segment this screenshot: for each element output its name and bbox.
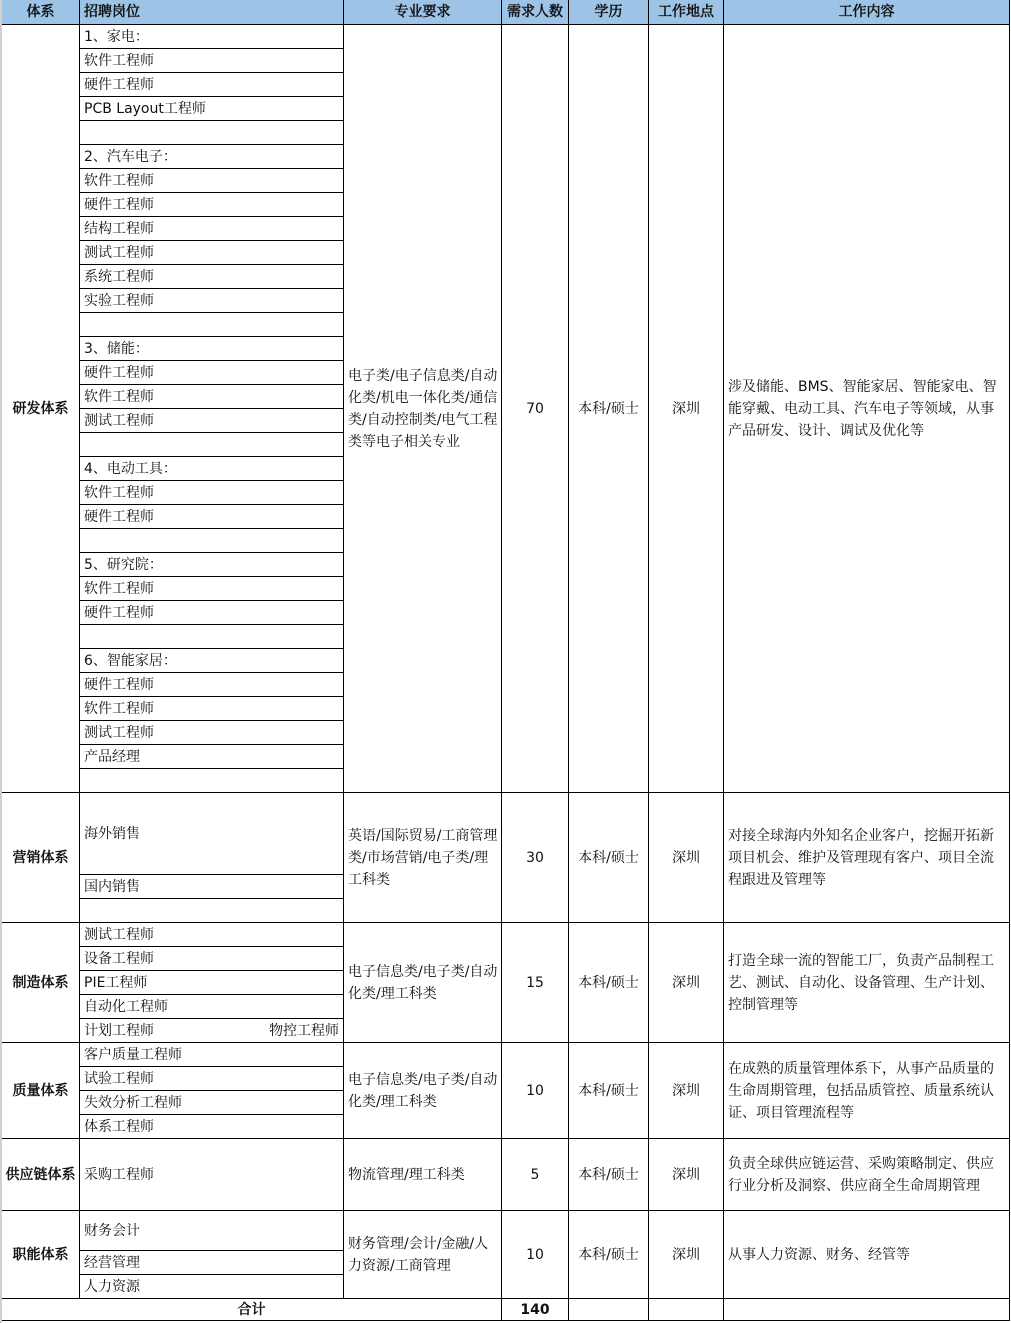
position-cell-empty xyxy=(80,769,344,793)
supply-chain-content: 负责全球供应链运营、采购策略制定、供应行业分析及洞察、供应商全生命周期管理 xyxy=(724,1139,1010,1211)
position-cell: 软件工程师 xyxy=(80,481,344,505)
position-cell-split xyxy=(80,1019,344,1043)
position-group-heading: 5、研究院： xyxy=(80,553,344,577)
position-cell: 软件工程师 xyxy=(80,169,344,193)
total-degree-empty xyxy=(569,1299,649,1321)
position-cell: 硬件工程师 xyxy=(80,193,344,217)
position-cell: 自动化工程师 xyxy=(80,995,344,1019)
position-cell: 硬件工程师 xyxy=(80,505,344,529)
manufacturing-degree: 本科/硕士 xyxy=(569,923,649,1043)
header-major: 专业要求 xyxy=(344,0,502,25)
position-cell: PCB Layout工程师 xyxy=(80,97,344,121)
quality-count: 10 xyxy=(502,1043,569,1139)
position-cell-empty xyxy=(80,899,344,923)
functions-degree: 本科/硕士 xyxy=(569,1211,649,1299)
position-cell: 客户质量工程师 xyxy=(80,1043,344,1067)
quality-major: 电子信息类/电子类/自动化类/理工科类 xyxy=(344,1043,502,1139)
system-functions: 职能体系 xyxy=(2,1211,80,1299)
supply-chain-location: 深圳 xyxy=(649,1139,724,1211)
position-cell: 软件工程师 xyxy=(80,697,344,721)
header-count: 需求人数 xyxy=(502,0,569,25)
position-cell: 设备工程师 xyxy=(80,947,344,971)
position-cell: 测试工程师 xyxy=(80,409,344,433)
marketing-location: 深圳 xyxy=(649,793,724,923)
header-position: 招聘岗位 xyxy=(80,0,344,25)
total-label: 合计 xyxy=(2,1299,502,1321)
position-cell: PIE工程师 xyxy=(80,971,344,995)
position-cell-empty xyxy=(80,625,344,649)
position-cell: 结构工程师 xyxy=(80,217,344,241)
position-cell: 系统工程师 xyxy=(80,265,344,289)
rd-degree: 本科/硕士 xyxy=(569,25,649,793)
header-content: 工作内容 xyxy=(724,0,1010,25)
quality-location: 深圳 xyxy=(649,1043,724,1139)
system-supply-chain: 供应链体系 xyxy=(2,1139,80,1211)
rd-count: 70 xyxy=(502,25,569,793)
functions-count: 10 xyxy=(502,1211,569,1299)
position-cell: 人力资源 xyxy=(80,1275,344,1299)
system-quality: 质量体系 xyxy=(2,1043,80,1139)
quality-content: 在成熟的质量管理体系下，从事产品质量的生命周期管理，包括品质管控、质量系统认证、项目管理流程等 xyxy=(724,1043,1010,1139)
position-cell: 国内销售 xyxy=(80,875,344,899)
marketing-major: 英语/国际贸易/工商管理类/市场营销/电子类/理工科类 xyxy=(344,793,502,923)
manufacturing-count: 15 xyxy=(502,923,569,1043)
position-cell: 硬件工程师 xyxy=(80,673,344,697)
position-cell: 硬件工程师 xyxy=(80,361,344,385)
rd-location: 深圳 xyxy=(649,25,724,793)
position-group-heading: 1、家电： xyxy=(80,25,344,49)
position-cell: 采购工程师 xyxy=(80,1139,344,1211)
position-cell: 实验工程师 xyxy=(80,289,344,313)
total-location-empty xyxy=(649,1299,724,1321)
position-cell: 测试工程师 xyxy=(80,923,344,947)
position-cell: 海外销售 xyxy=(80,793,344,875)
position-cell-empty xyxy=(80,313,344,337)
system-rd: 研发体系 xyxy=(2,25,80,793)
position-cell-empty xyxy=(80,529,344,553)
position-group-heading: 3、储能： xyxy=(80,337,344,361)
marketing-degree: 本科/硕士 xyxy=(569,793,649,923)
manufacturing-content: 打造全球一流的智能工厂，负责产品制程工艺、测试、自动化、设备管理、生产计划、控制管理等 xyxy=(724,923,1010,1043)
position-cell: 软件工程师 xyxy=(80,577,344,601)
position-cell: 体系工程师 xyxy=(80,1115,344,1139)
header-degree: 学历 xyxy=(569,0,649,25)
position-cell: 测试工程师 xyxy=(80,241,344,265)
position-cell: 试验工程师 xyxy=(80,1067,344,1091)
rd-content: 涉及储能、BMS、智能家居、智能家电、智能穿戴、电动工具、汽车电子等领域，从事产品研发、设计、调试及优化等 xyxy=(724,25,1010,793)
position-plan-engineer: 计划工程师 xyxy=(84,1022,154,1039)
position-cell-empty xyxy=(80,121,344,145)
position-cell: 经营管理 xyxy=(80,1251,344,1275)
quality-degree: 本科/硕士 xyxy=(569,1043,649,1139)
position-cell: 硬件工程师 xyxy=(80,73,344,97)
position-cell: 软件工程师 xyxy=(80,385,344,409)
position-cell: 测试工程师 xyxy=(80,721,344,745)
marketing-count: 30 xyxy=(502,793,569,923)
position-cell: 硬件工程师 xyxy=(80,601,344,625)
header-system: 体系 xyxy=(2,0,80,25)
position-group-heading: 4、电动工具： xyxy=(80,457,344,481)
system-manufacturing: 制造体系 xyxy=(2,923,80,1043)
position-cell: 产品经理 xyxy=(80,745,344,769)
functions-location: 深圳 xyxy=(649,1211,724,1299)
position-cell: 软件工程师 xyxy=(80,49,344,73)
position-material-control-engineer: 物控工程师 xyxy=(269,1022,339,1039)
marketing-content: 对接全球海内外知名企业客户，挖掘开拓新项目机会、维护及管理现有客户、项目全流程跟进及管理等 xyxy=(724,793,1010,923)
total-content-empty xyxy=(724,1299,1010,1321)
manufacturing-major: 电子信息类/电子类/自动化类/理工科类 xyxy=(344,923,502,1043)
functions-content: 从事人力资源、财务、经管等 xyxy=(724,1211,1010,1299)
supply-chain-degree: 本科/硕士 xyxy=(569,1139,649,1211)
position-cell: 失效分析工程师 xyxy=(80,1091,344,1115)
manufacturing-location: 深圳 xyxy=(649,923,724,1043)
rd-major: 电子类/电子信息类/自动化类/机电一体化类/通信类/自动控制类/电气工程类等电子相关专业 xyxy=(344,25,502,793)
system-marketing: 营销体系 xyxy=(2,793,80,923)
position-cell: 财务会计 xyxy=(80,1211,344,1251)
supply-chain-count: 5 xyxy=(502,1139,569,1211)
header-location: 工作地点 xyxy=(649,0,724,25)
position-cell-empty xyxy=(80,433,344,457)
supply-chain-major: 物流管理/理工科类 xyxy=(344,1139,502,1211)
position-group-heading: 2、汽车电子： xyxy=(80,145,344,169)
position-group-heading: 6、智能家居： xyxy=(80,649,344,673)
total-count: 140 xyxy=(502,1299,569,1321)
functions-major: 财务管理/会计/金融/人力资源/工商管理 xyxy=(344,1211,502,1299)
